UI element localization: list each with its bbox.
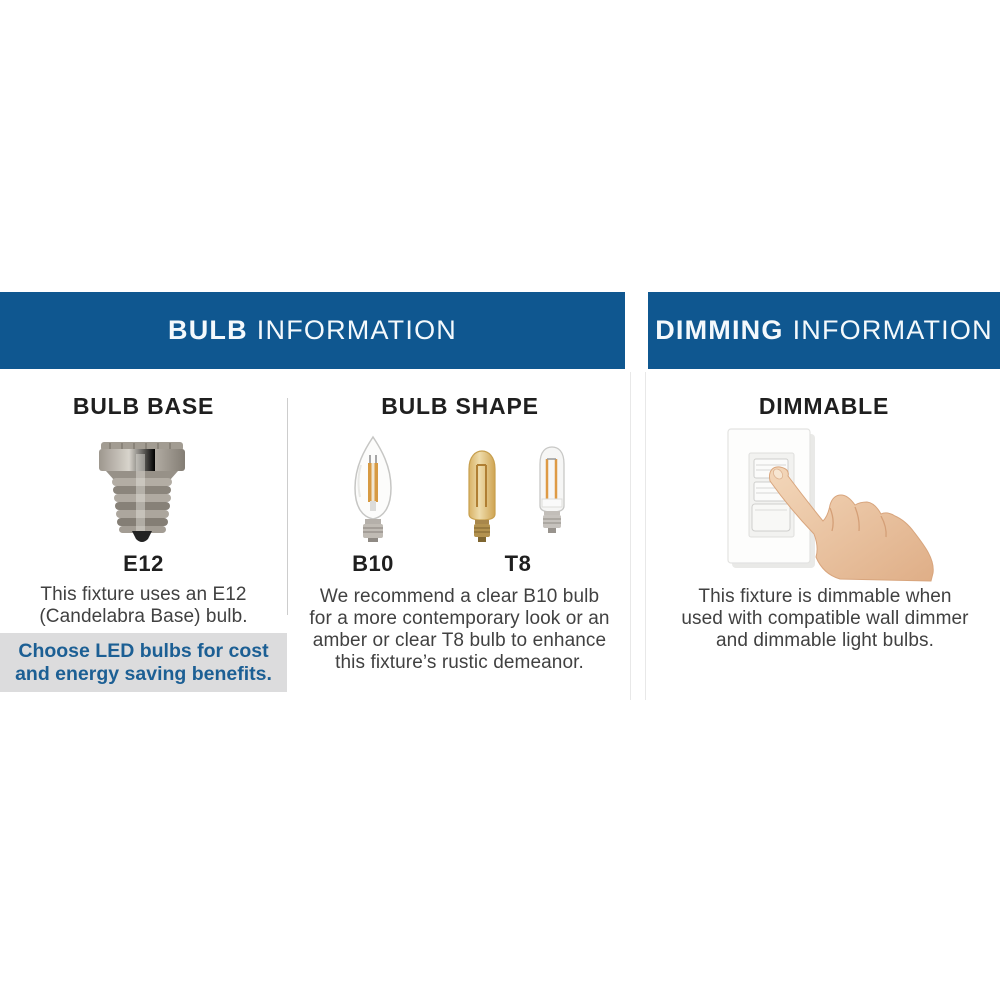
dimmer-switch-image	[718, 424, 938, 584]
led-tip-box	[0, 633, 287, 692]
bulb-base-description: This fixture uses an E12 (Candelabra Base) bulb.	[39, 584, 248, 627]
section-divider-left	[630, 372, 631, 700]
e12-label: E12	[123, 551, 164, 576]
bulb-base-heading: BULB BASE	[72, 393, 215, 419]
bulb-information-header	[0, 292, 625, 369]
bulb-header-regular-text: INFORMATION	[256, 315, 457, 345]
e12-base-image	[98, 442, 186, 544]
t8-amber-base	[474, 520, 490, 542]
t8-label: T8	[504, 551, 532, 576]
b10-label: B10	[352, 551, 394, 576]
dimming-header-bold-text: DIMMING	[655, 315, 784, 345]
dimming-header-regular-text: INFORMATION	[792, 315, 993, 345]
t8-amber-glass	[469, 451, 495, 520]
b10-bulb-image	[351, 435, 395, 543]
t8-clear-bulb-image	[535, 445, 569, 539]
t8-clear-base	[543, 511, 561, 533]
bulb-shape-description: We recommend a clear B10 bulb for a more contemporary look or an amber or clear T8 bulb to enhance this fixture’s rustic demeanor.	[309, 586, 610, 673]
t8-clear-print-band	[542, 499, 562, 507]
dimming-information-header	[648, 292, 1000, 369]
column-divider	[287, 398, 288, 615]
t8-amber-bulb-image	[464, 449, 500, 545]
dimmable-heading: DIMMABLE	[758, 393, 890, 419]
e12-contact-tip	[132, 531, 152, 542]
bulb-header-bold-text: BULB	[168, 315, 248, 345]
section-divider-right	[645, 372, 646, 700]
b10-base	[363, 519, 383, 542]
led-tip-line2: and energy saving benefits.	[15, 662, 272, 685]
led-tip-line1: Choose LED bulbs for cost	[18, 639, 269, 662]
bulb-shape-heading: BULB SHAPE	[381, 393, 539, 419]
dimmer-rocker	[752, 504, 790, 531]
dimmable-description: This fixture is dimmable when used with compatible wall dimmer and dimmable light bulbs.	[681, 586, 969, 651]
